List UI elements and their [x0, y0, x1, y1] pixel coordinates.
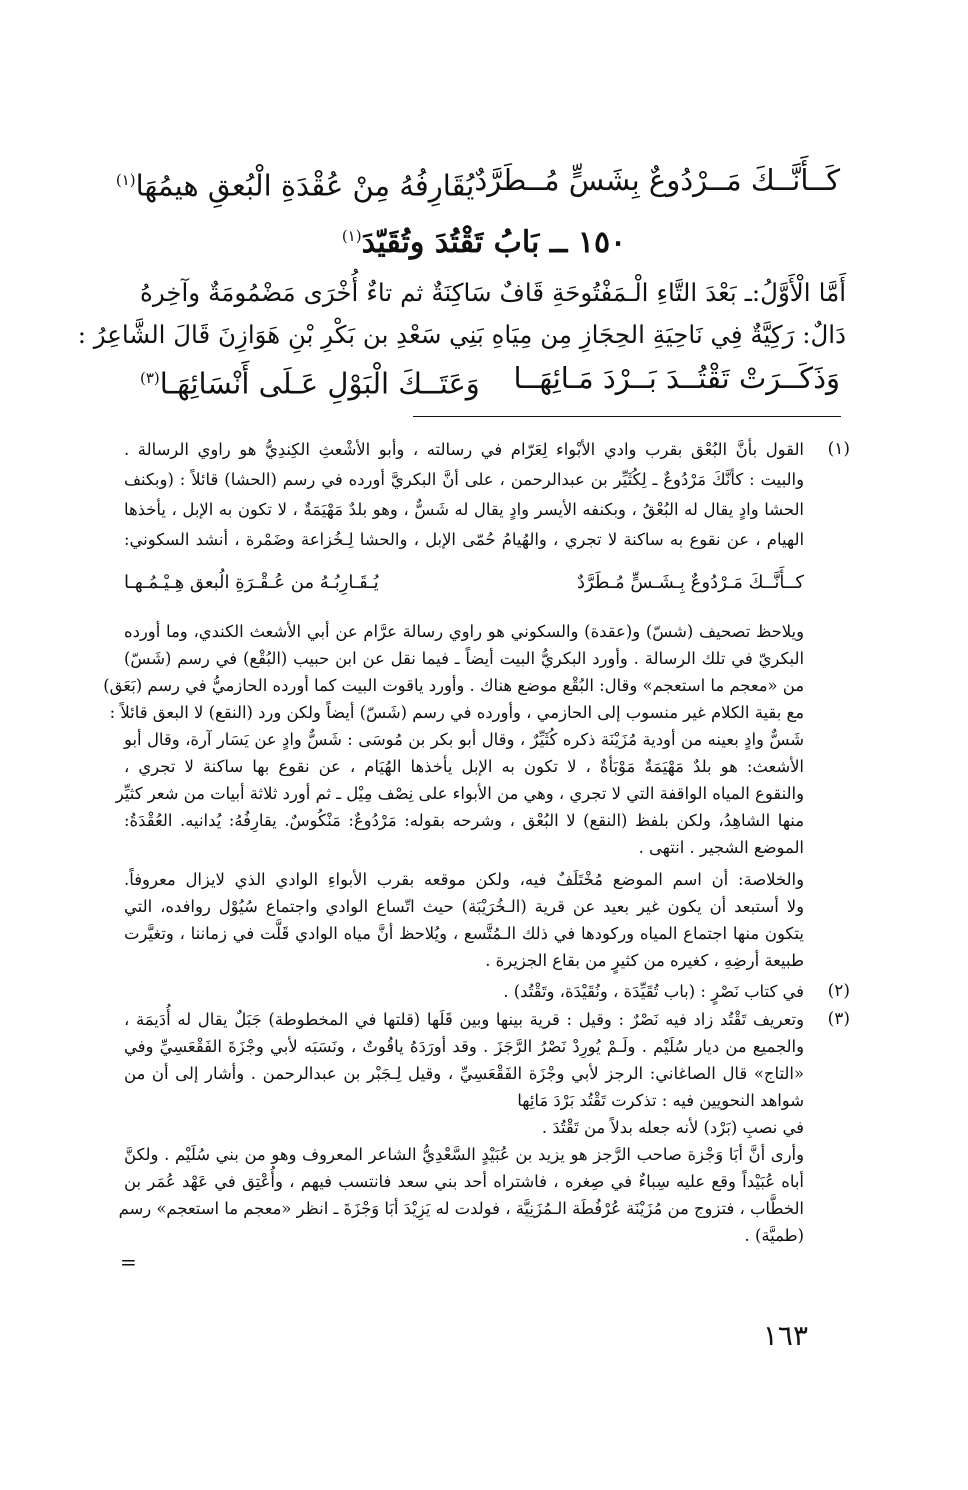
- verse-hemistich-left: يُقَارِفُهُ مِنْ عُقْدَةِ الْبُعقِ هيمُهَا$^{(١)}$: [115, 168, 475, 203]
- body-line: دَالٌ: رَكِيَّةٌ فِي نَاحِيَةِ الحِجَازِ مِن مِيَاهِ بَنِي سَعْدِ بن بَكْرِ بْنِ هَوَازِنَ قَالَ الشَّاعِرُ :: [77, 320, 846, 349]
- footnote-line: والجميع من ديار سُلَيْم . ولَـمْ يُورِدْ نَصْرُ الرَّجَزَ . وقد أورَدَهُ ياقُوتٌ ، ونَسَبَه لأبي وجْزَةَ الفَقْعَسِيِّ وفي: [124, 1037, 804, 1056]
- footnote-line: أباه عُبَيْداً وقع عليه سِباءٌ في صِغره ، فاشتراه أحد بني سعد فانتسب فيهم ، وأُعْتِق في عَهْد عُمَر بن: [124, 1172, 804, 1191]
- footnote-number: (١): [827, 439, 850, 459]
- footnote-line: من «معجم ما استعجم» وقال: البُقْع موضع هناك . وأورد ياقوت البيت كما أورده الحازميُّ في رسم (بَعَق): [103, 676, 804, 695]
- body-line: أَمَّا الْأَوَّلُ:ـ بَعْدَ التَّاءِ الْـمَفْتُوحَةِ قَافٌ سَاكِنَةٌ ثم تاءٌ أُخْرَى مَضْمُومَةٌ وآخِرهُ: [140, 278, 846, 307]
- footnote-line: وأرى أنَّ أبَا وَجْزة صاحب الرَّجز هو يزيد بن عُبَيْدٍ السَّعْدِيُّ الشاعر المعروف وهو من بني سُلَيْم . ولكنَّ: [124, 1145, 804, 1164]
- footnote-marker: (١): [115, 171, 136, 189]
- footnote-line: البكريّ في تلك الرسالة . وأورد البكريُّ البيت أيضاً ـ فيما نقل عن ابن حبيب (البُقْع) في رسم (شَسّ): [124, 649, 804, 668]
- footnote-line: شَسٌّ وادٍ بعينه من أودية مُزَيْنَة ذكره كُثَيِّرٌ ، وقال أبو بكر بن مُوسَى : شَسٌّ وادٍ عن يَسَار آرة، وقال أبو: [124, 730, 804, 749]
- footnote-marker: (٣): [140, 369, 160, 387]
- verse-hemistich-right: وَذَكَــرَتْ تَقْتُــدَ بَــرْدَ مَـائِهَــا: [513, 361, 840, 395]
- footnote-line: الأشعث: هو بلدٌ مَهْيَمَةٌ مَوْبَأةٌ ، لا تكون به الإبل يأخذها الهُيَام ، عن نقوع بها ساكنة لا تجري ،: [124, 757, 804, 776]
- footnote-divider: [413, 416, 841, 417]
- footnote-line: والنقوع المياه الواقفة التي لا تجري ، وهي من الأبواء على نِصْف مِيْل ـ ثم أورد ثلاثة أبيات من شعر كثيِّر: [115, 784, 804, 803]
- footnote-line: «التاج» قال الصاغاني: الرجز لأبي وجْزَة الفَقْعَسِيِّ ، وقيل لِـجَبْر بن عبدالرحمن . وأشار إلى أن من: [124, 1064, 804, 1083]
- footnote-line: القول بأنَّ البُعْق بقرب وادي الأبْواء لِعَرّام في رسالته ، وأبو الأشْعثِ الكِندِيُّ هو راوي الرسالة .: [124, 440, 804, 459]
- verse-hemistich-right: كَــأَنَّــكَ مَــرْدُوعٌ بِشَسٍّ مُــطَرَّدٌ: [474, 163, 840, 197]
- verse-hemistich-left: يُـقَـارِبُـهُ من عُـقْـرَةِ الُبعق هِـيْـمُـهـا: [124, 572, 379, 593]
- continuation-mark: =: [120, 1250, 137, 1274]
- poetry-verse: [140, 356, 840, 406]
- footnote-line: الهيام ، عن نقوع به ساكنة لا تجري ، والهُيامُ حُمّى الإبل ، والحشا لِـخُزاعة وضَمْرة ، أنشد السكوني:: [124, 530, 804, 549]
- footnote-line: يتكون منها اجتماع المياه وركودها في ذلك الـمُتَّسع ، ويُلاحظ أنَّ مياه الوادي قَلَّت في زماننا ، وتغيَّرت: [124, 924, 804, 943]
- footnote-line: والبيت : كأنَّكَ مَرْدُوعٌ ـ لِكُثَيِّر بن عبدالرحمن ، على أنَّ البكريَّ أورده في رسم (الحشا) قائلاً : (وبكنف: [124, 470, 804, 489]
- footnote-line: الموضع الشجير . انتهى .: [638, 838, 804, 857]
- footnote-line: وتعريف تَقْتُد زاد فيه نَصْرٌ : وقيل : قرية بينها وبين قَلَها (قلتها في المخطوطة) جَبَلٌ يقال له أُدَيمَة ،: [124, 1010, 804, 1029]
- footnote-verse: [124, 568, 804, 598]
- verse-hemistich-right: كــأَنَّــكَ مَـرْدُوعٌ بِـشَـسٍّ مُـطَرَّدٌ: [577, 572, 804, 593]
- chapter-heading: ١٥٠ ــ بَابُ تَقْتُدَ وتُقَيّدَ$^{(١)}$: [341, 225, 627, 260]
- footnote-line: شواهد النحويين فيه : تذكرت تَقْتُد بَرْدَ مَائِها: [517, 1091, 804, 1110]
- footnote-line: الخطَّاب ، فتزوج من مُزَيْنَة عُرْفُطَة الـمُزَنِيَّة ، فولدت له يَزِيْدَ أبَا وَجْزَةَ ـ انظر «معجم ما استعجم» رسم: [118, 1199, 804, 1218]
- footnote-line: الحشا وادٍ يقال له البُعْقُ ، وبكنفه الأيسر وادٍ يقال له شَسٌّ ، وهو بلدٌ مَهْيَمَةٌ ، لا تكون به الإبل ، يأخذها: [124, 500, 804, 519]
- page-number: ١٦٣: [762, 1319, 808, 1352]
- footnote-marker: (١): [341, 227, 362, 245]
- footnote-line: والخلاصة: أن اسم الموضع مُخْتَلَفٌ فيه، ولكن موقعه بقرب الأبواءِ الوادي الذي لايزال معروفاً.: [124, 870, 804, 889]
- footnote-number: (٢): [827, 981, 850, 1001]
- footnote-line: طبيعة أرضِهِ ، كغيره من كثيرٍ من بقاع الجزيرة .: [485, 951, 804, 970]
- footnote-line: في كتاب نَصْرٍ : (باب تُقَيِّدَة ، ونُقَيْدَة، وتَقْتُد) .: [503, 982, 804, 1001]
- verse-hemistich-left: وَعَتَــكَ الْبَوْلِ عَـلَى أَنْسَائِهَـا$^{(٣)}$: [140, 366, 480, 401]
- footnote-number: (٣): [827, 1009, 850, 1029]
- footnote-line: ويلاحظ تصحيف (شسّ) و(عقدة) والسكوني هو راوي رسالة عرَّام عن أبي الأشعث الكندي، وما أورده: [124, 622, 804, 641]
- footnote-line: منها الشاهِدُ، ولكن بلفظ (النقع) لا البُعْق ، وشرحه بقوله: مَرْدُوعٌ: مَنْكُوسٌ. يقارِفُهُ: يُدانيه. العُقْدَةُ:: [124, 811, 804, 830]
- opening-verse: [115, 158, 840, 208]
- footnote-line: (طميَّة) .: [744, 1226, 804, 1245]
- footnote-line: مع بقية الكلام غير منسوب إلى الحازمي ، وأورده في رسم (شَسّ) أيضاً ولكن ورد (النقع) لا البعق قائلاً :: [109, 703, 804, 722]
- footnote-line: ولا أستبعد أن يكون غير بعيد عن قرية (الـخُرَيْبَة) حيث اتّساع الوادي واجتماع سُيُوْل روافده، التي: [124, 897, 804, 916]
- footnote-line: في نصبِ (بَرْد) لأنه جعله بدلاً من تَقْتُدَ .: [541, 1118, 804, 1137]
